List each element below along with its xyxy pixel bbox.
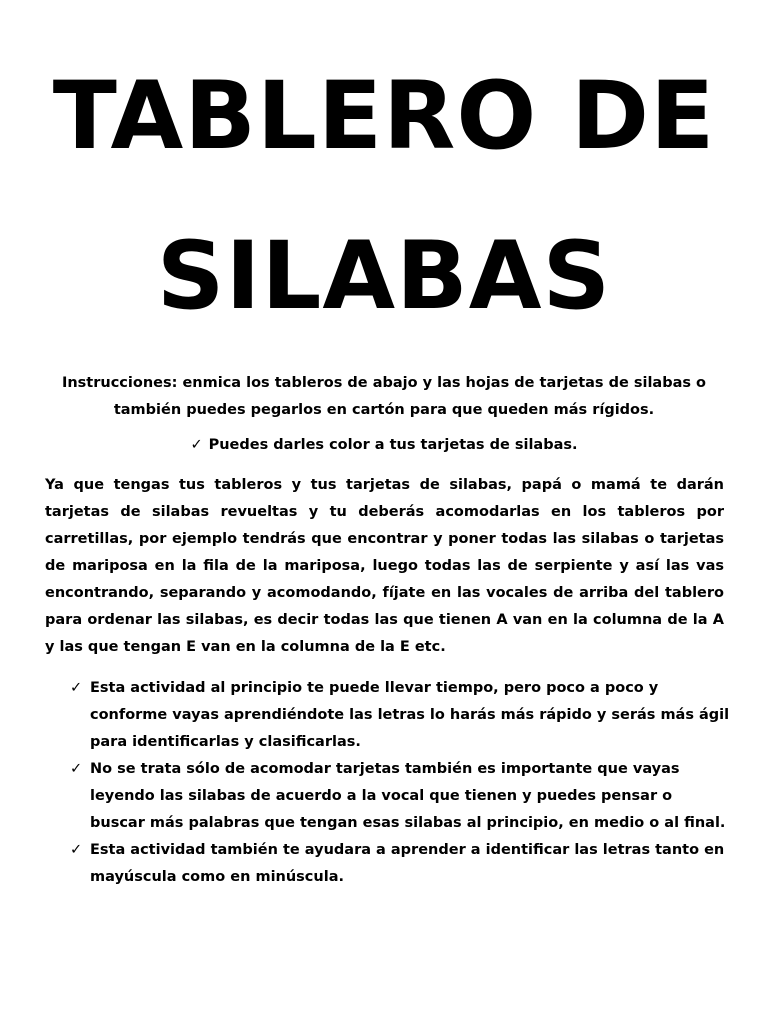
list-item-text: No se trata sólo de acomodar tarjetas también es importante que vayas leyendo las silabas de acuerdo a la vocal que tienen y puedes pensar o buscar más palabras que tengan esas silabas al principio, en medio o al final.: [90, 761, 726, 831]
list-item: [70, 675, 730, 756]
main-paragraph: Ya que tengas tus tableros y tus tarjetas de silabas, papá o mamá te darán tarjetas de silabas revueltas y tu deberás acomodarlas en los tableros por carretillas, por ejemplo tendrás que encontrar y poner todas las silabas o tarjetas de mariposa en la fila de la mariposa, luego todas las de serpiente y así las vas encontrando, separando y acomodando, fíjate en las vocales de arriba del tablero para ordenar las silabas, es decir todas las que tienen A van en la columna de la A y las que tengan E van en la columna de la E etc.: [45, 477, 724, 655]
list-item-text: Esta actividad al principio te puede llevar tiempo, pero poco a poco y conforme vayas aprendiéndote las letras lo harás más rápido y serás más ágil para identificarlas y clasificarlas.: [90, 680, 730, 750]
list-item-text: Esta actividad también te ayudara a aprender a identificar las letras tanto en mayúscula como en minúscula.: [90, 842, 725, 885]
checkmark-icon: ✓: [70, 842, 83, 858]
instructions-text: Instrucciones: enmica los tableros de abajo y las hojas de tarjetas de silabas o también puedes pegarlos en cartón para que queden más rígidos.: [61, 375, 707, 418]
checkmark-icon: ✓: [190, 437, 203, 453]
checkmark-icon: ✓: [70, 680, 83, 696]
title-line-1: TABLERO DE: [52, 62, 716, 171]
color-tip: [0, 432, 768, 459]
list-item: [70, 756, 730, 837]
title-line-2: SILABAS: [156, 222, 612, 331]
color-tip-text: Puedes darles color a tus tarjetas de silabas.: [208, 437, 578, 453]
list-item: [70, 837, 730, 891]
tips-list: [70, 675, 730, 891]
checkmark-icon: ✓: [70, 761, 83, 777]
